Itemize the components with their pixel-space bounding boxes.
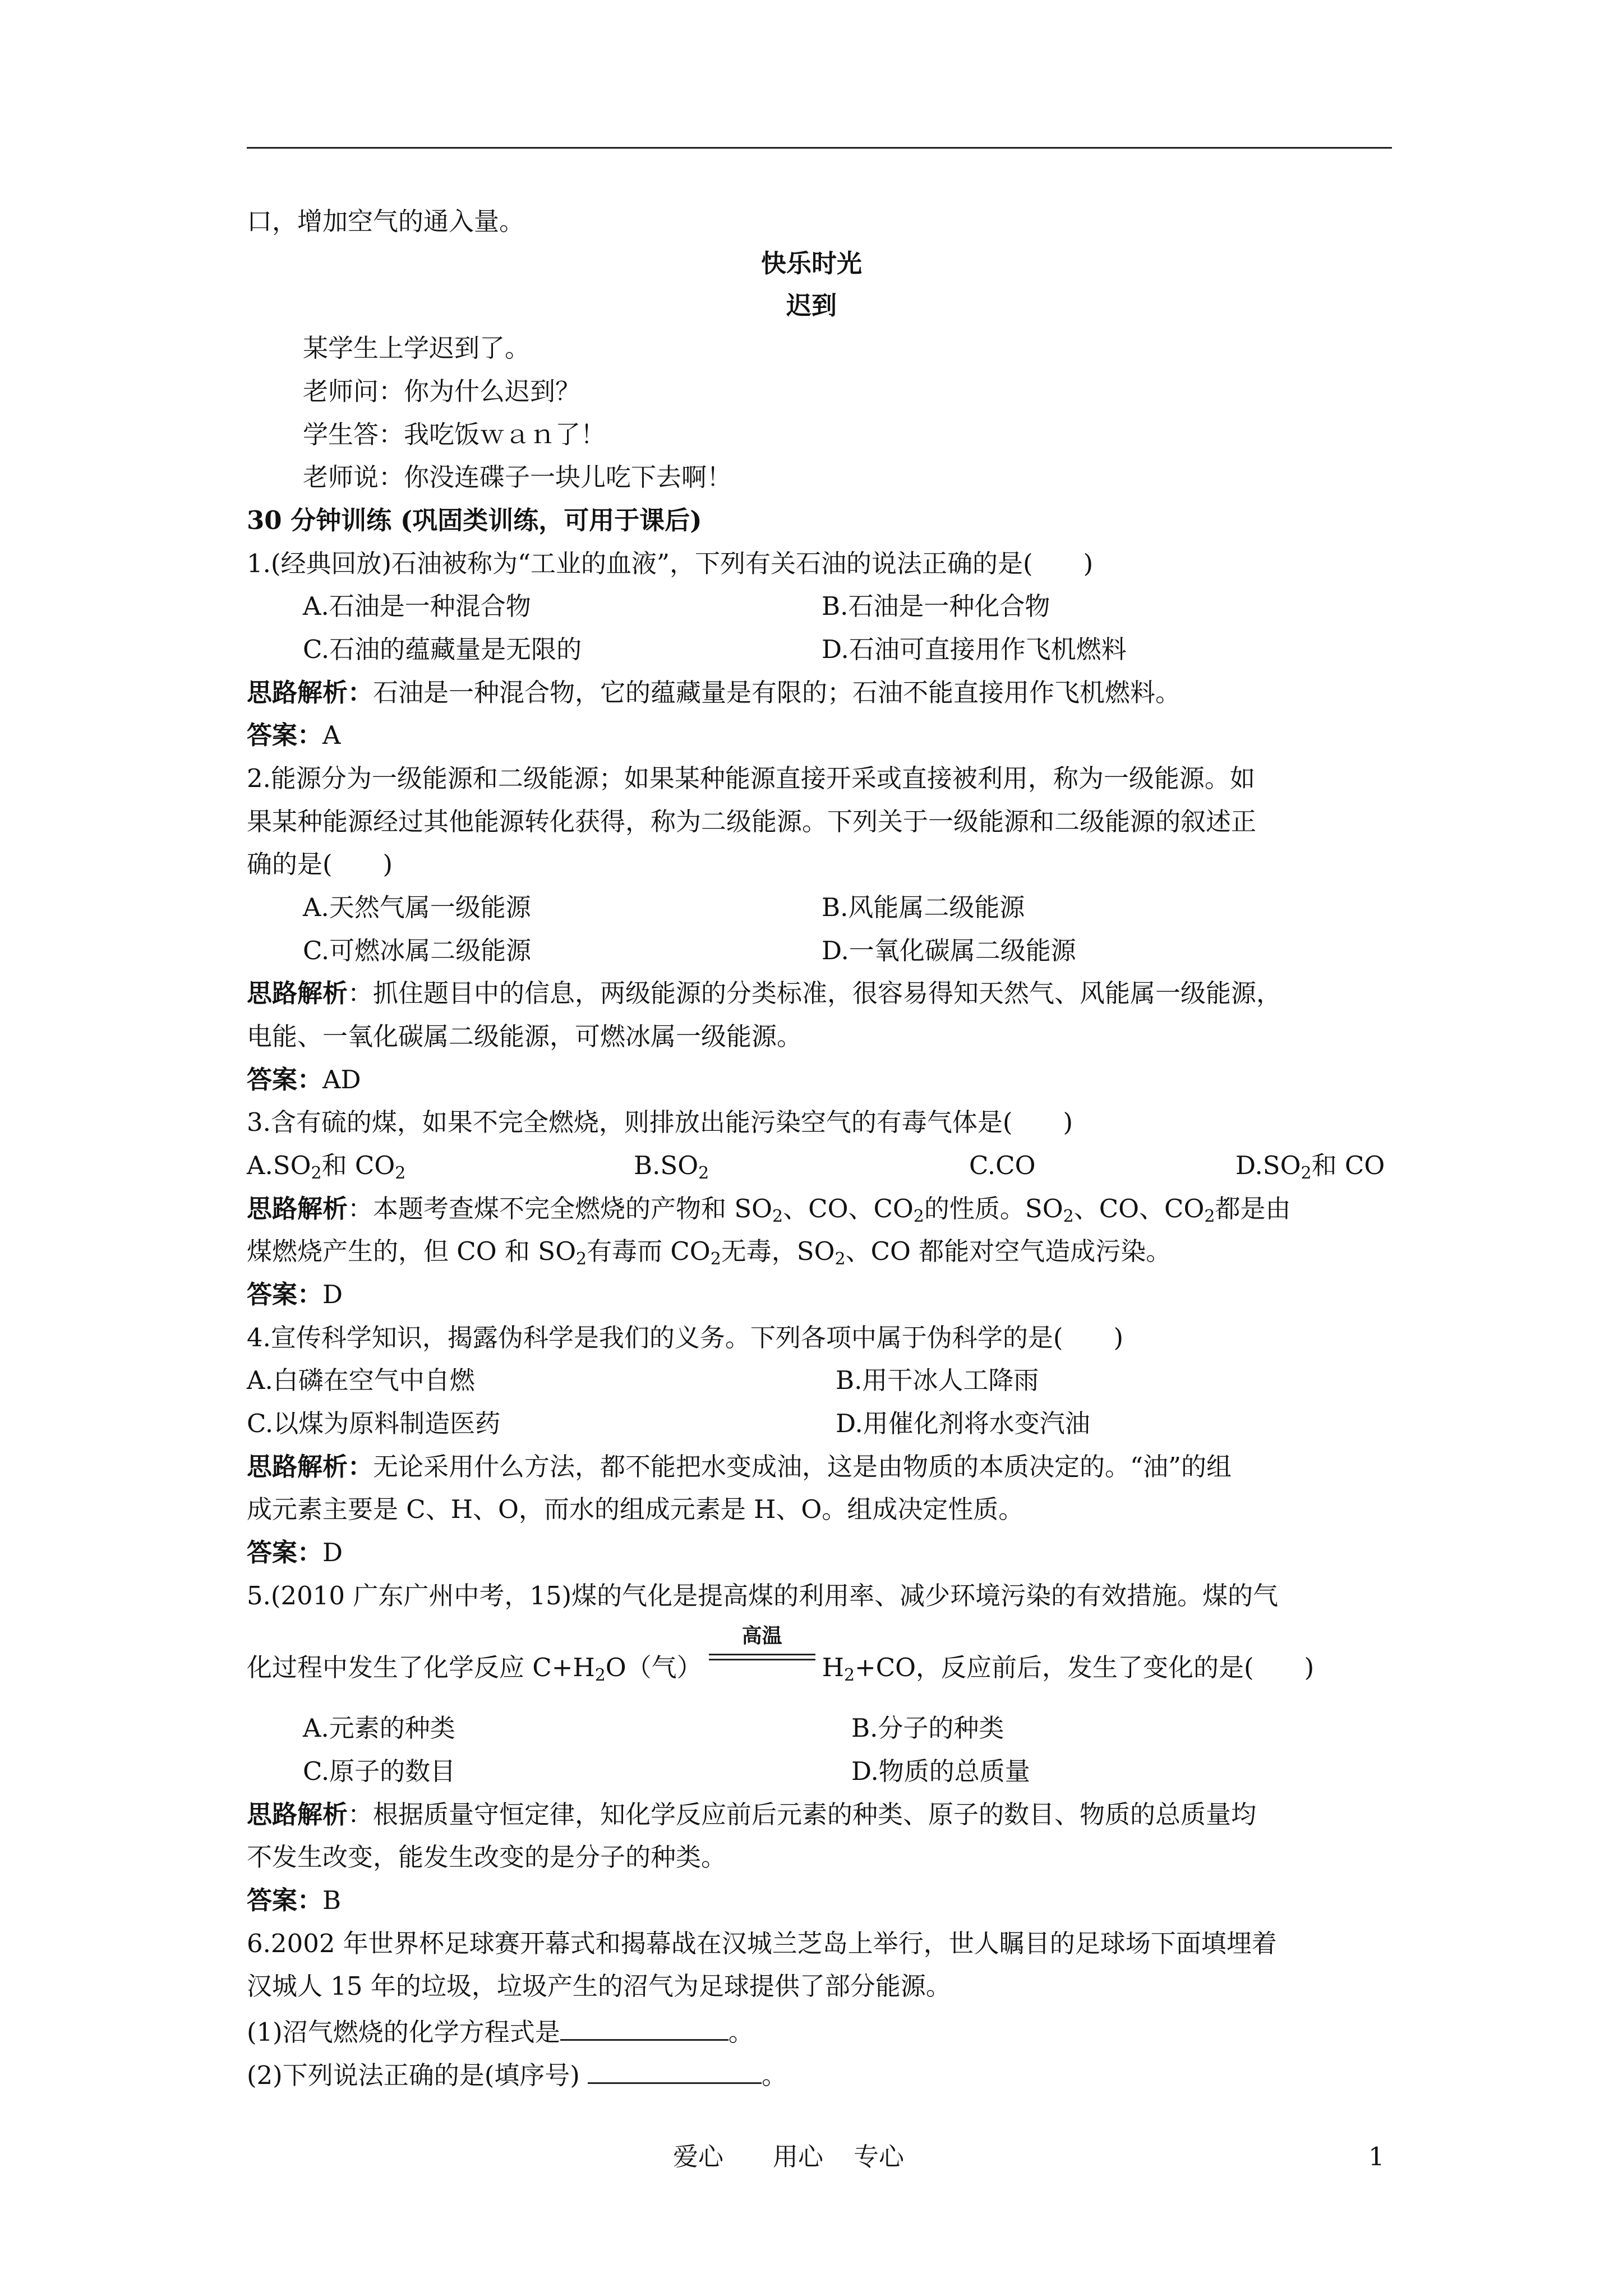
reaction-arrow [709,1624,815,1676]
question-2: 2.能源分为一级能源和二级能源；如果某种能源直接开采或直接被利用，称为一级能源。如 [247,763,1255,793]
story-title: 迟到 [786,291,837,320]
option-c: C.可燃冰属二级能源 [303,936,532,965]
answer-line [247,720,341,750]
analysis-text: ：抓住题目中的信息，两级能源的分类标准，很容易得知天然气、风能属一级能源， [348,978,1282,1008]
option-b: B.用干冰人工降雨 [836,1365,1039,1395]
analysis-label: 思路解析： [247,1452,374,1481]
answer-label: 答案： [247,720,323,750]
page-number: 1 [1368,2142,1385,2171]
answer-label: 答案： [247,1538,323,1567]
option-c: C.CO [969,1151,1036,1180]
analysis-line: 思路解析：本题考查煤不完全燃烧的产物和 $SO_2$、CO、$CO_2$的性质。$SO_2$、CO、$CO_2$都是由 [247,1194,1291,1226]
story-line: 学生答：我吃饭ｗａｎ了！ [303,420,606,449]
answer-line [247,1540,343,1565]
text-line: 口，增加空气的通入量。 [247,206,525,236]
answer-value: AD [322,1065,361,1094]
option-a: A.天然气属一级能源 [303,892,531,922]
option-b: $B.SO_2$ [634,1151,709,1183]
option-a: A.石油是一种混合物 [303,591,531,621]
story-line: 某学生上学迟到了。 [303,333,531,363]
option-a: A.白磷在空气中自燃 [247,1365,475,1395]
option-d: D.石油可直接用作飞机燃料 [822,634,1127,664]
analysis-label: 思路解析 [247,1194,348,1223]
section-title: 快乐时光 [760,249,862,278]
question-4: 4.宣传科学知识，揭露伪科学是我们的义务。下列各项中属于伪科学的是( ) [247,1323,1124,1352]
question-6-cont: 汉城人 15 年的垃圾，垃圾产生的沼气为足球提供了部分能源。 [247,1971,951,2001]
option-b: B.风能属二级能源 [822,892,1025,922]
analysis-text: 石油是一种混合物，它的蕴藏量是有限的；石油不能直接用作飞机燃料。 [373,678,1181,707]
footer-text: 专心 [854,2142,905,2171]
answer-label: 答案： [247,1885,323,1915]
answer-value: D [322,1280,343,1309]
answer-line [247,1282,343,1307]
question-5-equation: 化过程中发生了化学反应 $C+H_2O$（气） 高温 $H_2+CO$，反应前后，发生了变化的是( ) [247,1624,1315,1685]
option-b: B.石油是一种化合物 [822,591,1050,621]
answer-line [247,1067,361,1092]
question-6: 6.2002 年世界杯足球赛开幕式和揭幕战在汉城兰芝岛上举行，世人瞩目的足球场下面填埋着 [247,1929,1277,1958]
option-d: D.物质的总质量 [851,1756,1030,1786]
option-d: D.一氧化碳属二级能源 [822,936,1076,965]
reaction-condition: 高温 [741,1624,782,1648]
option-d: D.用催化剂将水变汽油 [836,1409,1090,1438]
analysis-label: 思路解析： [247,678,374,707]
answer-blank[interactable] [588,2060,762,2084]
section-heading: 30 分钟训练 (巩固类训练，可用于课后) [247,505,702,535]
question-1: 1.(经典回放)石油被称为“工业的血液”，下列有关石油的说法正确的是( ) [247,549,1094,578]
answer-label: 答案： [247,1065,323,1094]
question-2-cont: 果某种能源经过其他能源转化获得，称为二级能源。下列关于一级能源和二级能源的叙述正 [247,807,1257,836]
option-c: C.石油的蕴藏量是无限的 [303,634,582,664]
answer-line [247,1885,342,1915]
story-line: 老师问：你为什么迟到？ [303,376,581,406]
question-2-cont: 确的是( ) [247,849,393,879]
answer-blank[interactable] [560,2017,728,2041]
option-b: B.分子的种类 [851,1713,1004,1743]
analysis-label: 思路解析 [247,1800,348,1829]
footer-text: 爱心 [673,2142,724,2171]
analysis-cont: 成元素主要是 C、H、O，而水的组成元素是 H、O。组成决定性质。 [247,1494,1024,1524]
question-5: 5.(2010 广东广州中考，15)煤的气化是提高煤的利用率、减少环境污染的有效措施。煤的气 [247,1581,1279,1611]
answer-value: A [322,720,341,750]
analysis-text: ：根据质量守恒定律，知化学反应前后元素的种类、原子的数目、物质的总质量均 [348,1800,1257,1829]
header-rule [247,147,1392,149]
question-6-part-2: (2)下列说法正确的是(填序号) 。 [247,2060,787,2090]
answer-value: D [322,1538,343,1567]
option-c: C.原子的数目 [303,1756,456,1786]
analysis-cont: 电能、一氧化碳属二级能源，可燃冰属一级能源。 [247,1022,803,1051]
analysis-line [247,1454,1232,1479]
analysis-text: 无论采用什么方法，都不能把水变成油，这是由物质的本质决定的。“油”的组 [373,1452,1232,1481]
analysis-cont: 煤燃烧产生的，但 CO 和 $SO_2$有毒而 $CO_2$无毒，$SO_2$、CO 都能对空气造成污染。 [247,1236,1172,1269]
analysis-label: 思路解析 [247,978,348,1008]
analysis-line [247,680,1181,705]
story-line: 老师说：你没连碟子一块儿吃下去啊！ [303,462,732,492]
option-a: A.元素的种类 [303,1713,455,1743]
option-d: $D.SO_2$和 CO [1235,1151,1385,1183]
question-6-part-1: (1)沼气燃烧的化学方程式是 。 [247,2017,754,2047]
answer-value: B [322,1885,342,1915]
answer-label: 答案： [247,1280,323,1309]
analysis-line [247,1802,1256,1827]
analysis-line [247,978,1282,1008]
question-3: 3.含有硫的煤，如果不完全燃烧，则排放出能污染空气的有毒气体是( ) [247,1107,1073,1137]
option-c: C.以煤为原料制造医药 [247,1409,501,1438]
option-a: $A.SO_2$和 $CO_2$ [247,1151,406,1183]
footer-text: 用心 [773,2142,824,2171]
analysis-cont: 不发生改变，能发生改变的是分子的种类。 [247,1842,727,1872]
